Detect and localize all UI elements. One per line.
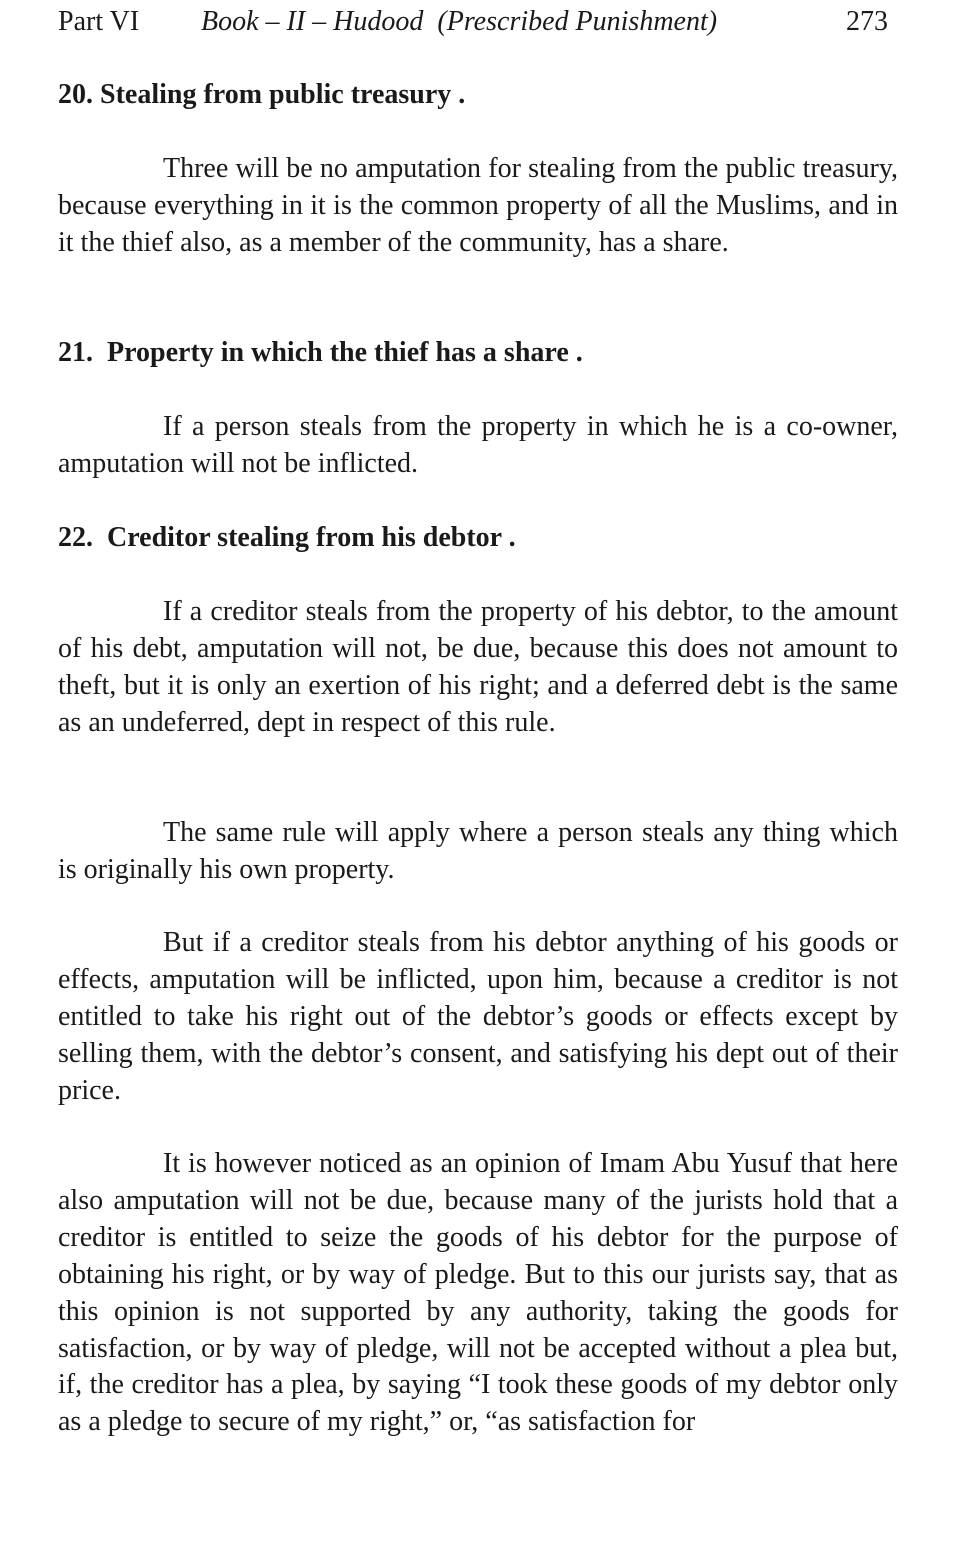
section-heading-22: 22. Creditor stealing from his debtor . [58, 522, 516, 553]
section-heading-21: 21. Property in which the thief has a share . [58, 337, 583, 368]
page-number: 273 [846, 6, 888, 37]
paragraph: If a person steals from the property in which he is a co-owner, amputation will not be inflicted. [58, 411, 898, 479]
part-label: Part VI [58, 6, 140, 37]
section-heading-20: 20. Stealing from public treasury . [58, 79, 466, 110]
book-title: Book – II – Hudood (Prescribed Punishment) [201, 6, 718, 37]
running-head [58, 2, 900, 42]
paragraph: Three will be no amputation for stealing from the public treasury, because everything in it is the common property of all the Muslims, and in it the thief also, as a member of the community, has a share. [58, 153, 898, 258]
paragraph: The same rule will apply where a person steals any thing which is originally his own property. [58, 817, 898, 885]
paragraph: It is however noticed as an opinion of Imam Abu Yusuf that here also amputation will not be due, because many of the jurists hold that a creditor is entitled to seize the goods of his debtor for the purpose of obtaining his right, or by way of pledge. But to this our jurists say, that as this opinion is not supported by any authority, taking the goods for satisfaction, or by way of pledge, will not be accepted without a plea but, if, the creditor has a plea, by saying “I took these goods of my debtor only as a pledge to secure of my right,” or, “as satisfaction for [58, 1148, 898, 1438]
paragraph: If a creditor steals from the property of his debtor, to the amount of his debt, amputation will not, be due, because this does not amount to theft, but it is only an exertion of his right; and a deferred debt is the same as an undeferred, dept in respect of this rule. [58, 596, 898, 738]
paragraph: But if a creditor steals from his debtor anything of his goods or effects, amputation will be inflicted, upon him, because a creditor is not entitled to take his right out of the debtor’s goods or effects except by selling them, with the debtor’s consent, and satisfying his dept out of their price. [58, 927, 898, 1106]
